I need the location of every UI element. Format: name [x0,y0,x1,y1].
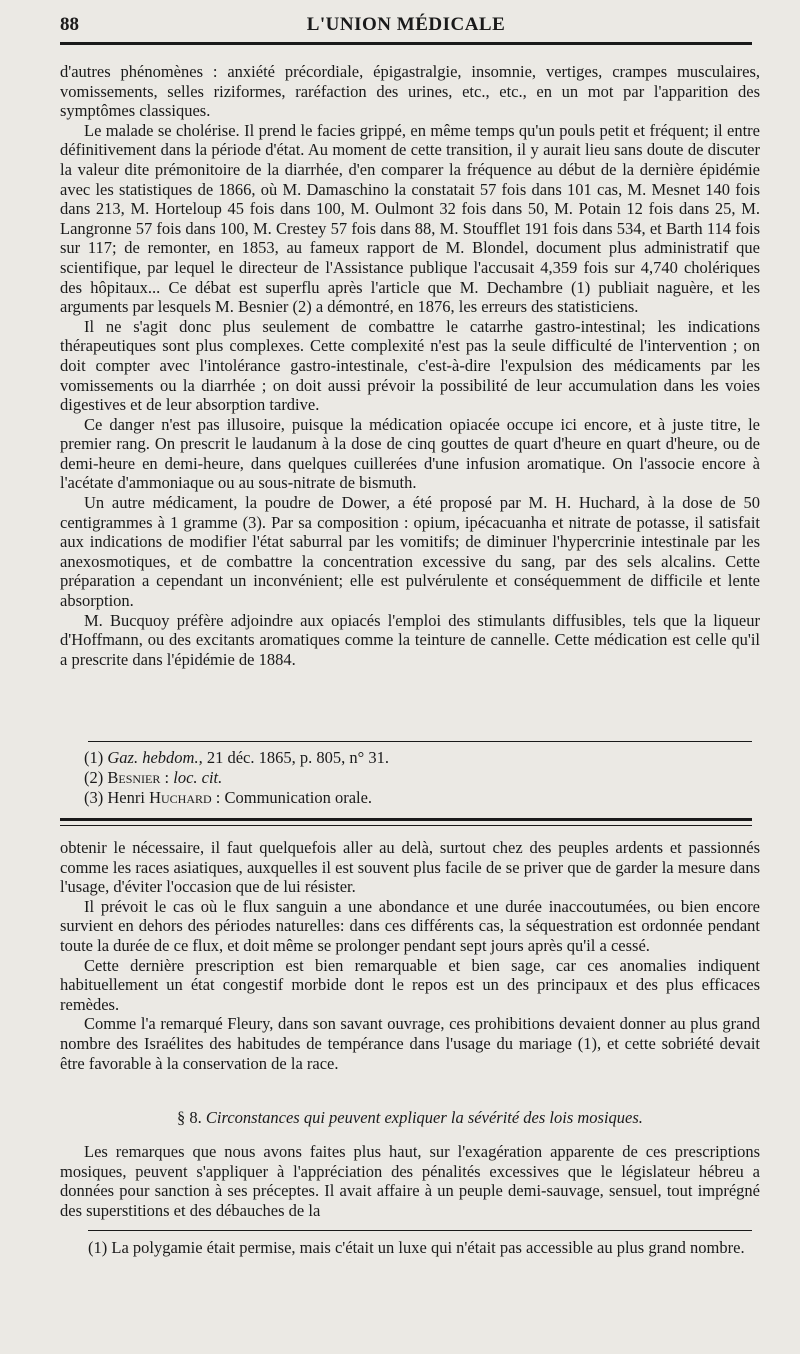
paragraph: Ce danger n'est pas illusoire, puisque la médication opiacée occupe ici encore, et à juste titre, le premier rang. On prescrit le laudanum à la dose de cinq gouttes de quart d'heure en quart d'heure, ou de demi-heure en demi-heure, dans quelques cuillerées d'une infusion aromatique. On l'associe encore à l'acétate d'ammoniaque ou au sous-nitrate de bismuth. [60,414,760,493]
paragraph: Le malade se cholérise. Il prend le facies grippé, en même temps qu'un pouls petit et fréquent; il entre définitivement dans la période d'état. Au moment de cette transition, il y aurait lieu sans doute de discuter la valeur dite prémonitoire de la diarrhée, d'en comparer la fréquence au début de la dernière épidémie avec les statistiques de 1866, où M. Damaschino la constatait 57 fois dans 101 cas, M. Mesnet 140 fois dans 213, M. Horteloup 45 fois dans 100, M. Oulmont 32 fois dans 50, M. Potain 12 fois dans 25, M. Langronne 57 fois dans 100, M. Crestey 57 fois dans 88, M. Stoufflet 191 fois dans 534, et Barth 114 fois sur 117; de remonter, en 1853, au fameux rapport de M. Blondel, document plus administratif que scientifique, par lequel le directeur de l'Assistance publique l'accusait 4,359 fois sur 4,740 cholériques des hôpitaux... Ce débat est superflu après l'article que M. Dechambre (1) publiait naguère, et les arguments par lesquels M. Besnier (2) a démontré, en 1876, les erreurs des statisticiens. [60,120,760,317]
header-rule [60,42,752,45]
paragraph: Cette dernière prescription est bien remarquable et bien sage, car ces anomalies indiquent habituellement un état congestif morbide dont le repos est un des principaux et des plus efficaces remèdes. [60,955,760,1014]
paragraph: M. Bucquoy préfère adjoindre aux opiacés l'emploi des stimulants diffusibles, tels que la liqueur d'Hoffmann, ou des excitants aromatiques comme la teinture de cannelle. Cette médication est celle qu'il a prescrite dans l'épidémie de 1884. [60,610,760,669]
paragraph: Comme l'a remarqué Fleury, dans son savant ouvrage, ces prohibitions devaient donner au plus grand nombre des Israélites des habitudes de tempérance dans l'usage du mariage (1), et cette sobriété devait être favorable à la conservation de la race. [60,1014,760,1073]
section-title: Circonstances qui peuvent expliquer la sévérité des lois mosiques. [205,1108,643,1127]
section-number: § 8. [177,1108,202,1127]
paragraph: Il ne s'agit donc plus seulement de combattre le catarrhe gastro-intestinal; les indications thérapeutiques sont plus complexes. Cette complexité n'est pas la seule difficulté de l'intervention ; on doit compter avec l'intolérance gastro-intestinale, c'est-à-dire l'expulsion des médicaments par les vomissements ou la diarrhée ; on doit aussi prévoir la possibilité de leur accumulation dans les voies digestives et de leur absorption tardive. [60,316,760,415]
section-divider [60,818,752,821]
footnote-separator [88,741,752,742]
paragraph: Un autre médicament, la poudre de Dower, a été proposé par M. H. Huchard, à la dose de 50 centigrammes à 1 gramme (3). Par sa composition : opium, ipécacuanha et nitrate de potasse, il satisfait aux indications de modifier l'état saburral par les vomitifs; de diminuer l'hypercrinie intestinale par les anexosmotiques, et de combattre la concentration excessive du sang, par des sels alcalins. Cette préparation a cependant un inconvénient; elle est pulvérulente et conséquemment de difficile et lente absorption. [60,493,760,611]
paragraph: obtenir le nécessaire, il faut quelquefois aller au delà, surtout chez des peuples ardents et passionnés comme les races asiatiques, auxquelles il est souvent plus facile de se priver que de garder la mesure dans l'usage, d'éviter l'occasion que de lui résister. [60,838,760,897]
footnote-2: (2) Besnier : loc. cit. [84,768,223,787]
paragraph: Il prévoit le cas où le flux sanguin a une abondance et une durée inaccoutumées, ou bien encore survient en dehors des périodes naturelles: dans ces différents cas, la séquestration est ordonnée pendant toute la durée de ce flux, et doit même se prolonger pendant sept jours après qu'il a cessé. [60,896,760,955]
footnote-author: Besnier [107,768,161,787]
lower-article-continued [60,1142,760,1220]
footnotes [84,748,760,808]
bottom-footnote [60,1238,760,1257]
footnote-1: (1) Gaz. hebdom., 21 déc. 1865, p. 805, n° 31. [84,748,389,767]
upper-article [60,62,760,669]
footnote-source: Gaz. hebdom., [107,748,203,767]
footnote-source: loc. cit. [173,768,223,787]
paragraph: Les remarques que nous avons faites plus haut, sur l'exagération apparente de ces prescriptions mosiques, peuvent s'appliquer à l'appréciation des pénalités excessives que le législateur hébreu a données pour sanction à ses préceptes. Il avait affaire à un peuple demi-sauvage, sensuel, tout imprégné des superstitions et des débauches de la [60,1142,760,1220]
paragraph: d'autres phénomènes : anxiété précordiale, épigastralgie, insomnie, vertiges, crampes musculaires, vomissements, selles riziformes, raréfaction des urines, etc., etc., en un mot par l'apparition des symptômes classiques. [60,62,760,121]
footnote-3: (3) Henri Huchard : Communication orale. [84,788,373,807]
footnote-separator [88,1230,752,1231]
lower-article [60,838,760,1073]
page-header [60,14,752,42]
journal-title: L'UNION MÉDICALE [306,14,506,35]
section-divider [60,825,752,826]
section-heading [60,1108,760,1128]
page-number: 88 [60,14,79,35]
footnote-author: Huchard [149,788,212,807]
footnote-text: (1) La polygamie était permise, mais c'était un luxe qui n'était pas accessible au plus grand nombre. [88,1238,745,1257]
